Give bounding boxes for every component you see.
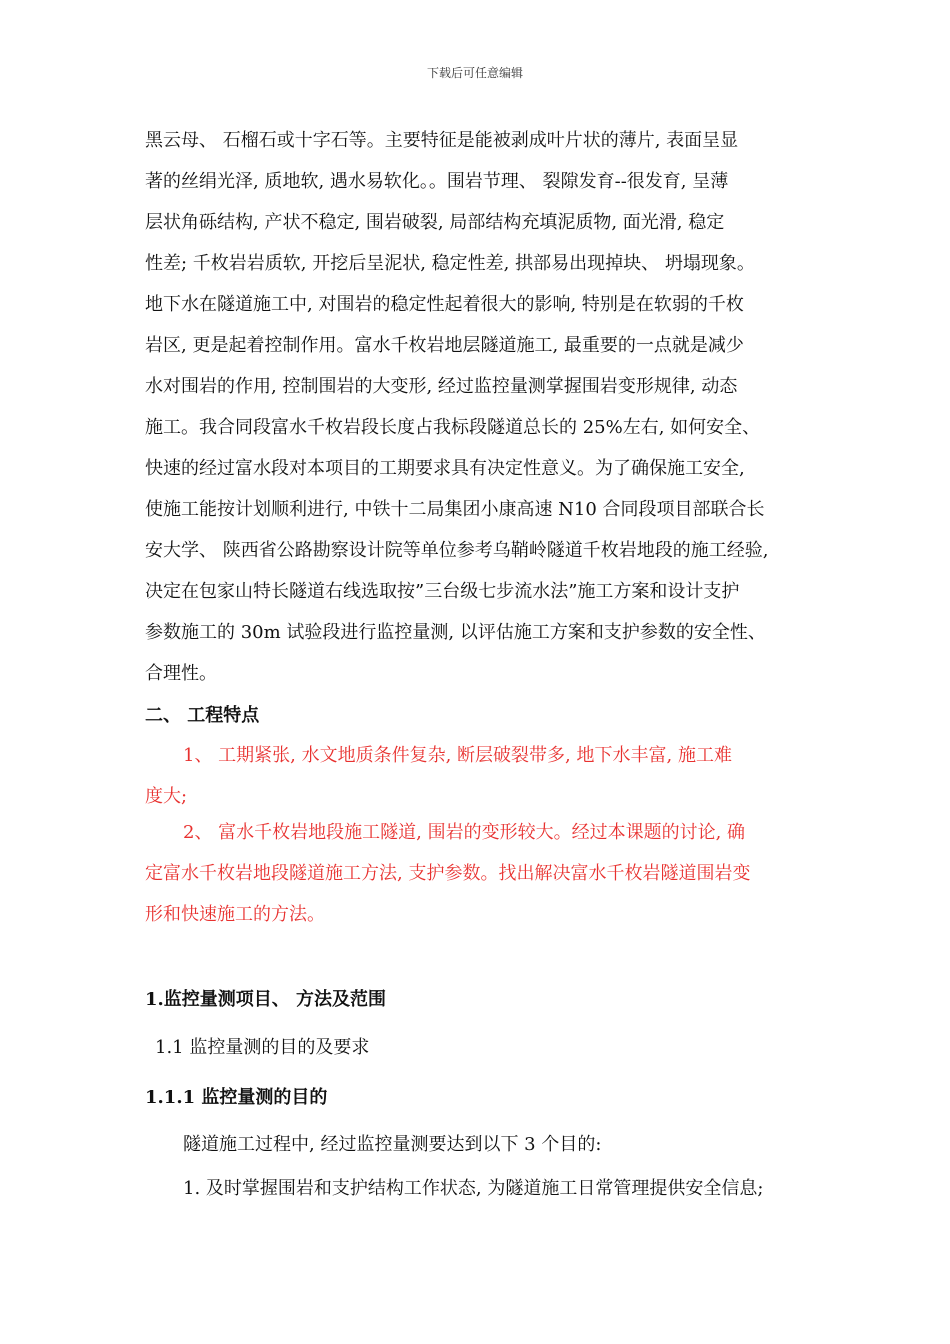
subsection-heading: 1.1.1 监控量测的目的: [145, 1087, 328, 1108]
paragraph-line: 著的丝绢光泽, 质地软, 遇水易软化。。围岩节理、 裂隙发育--很发育, 呈薄: [145, 171, 729, 192]
paragraph-line: 水对围岩的作用, 控制围岩的大变形, 经过监控量测掌握围岩变形规律, 动态: [145, 376, 738, 397]
paragraph-line: 岩区, 更是起着控制作用。富水千枚岩地层隧道施工, 最重要的一点就是减少: [145, 335, 744, 356]
paragraph-line: 使施工能按计划顺利进行, 中铁十二局集团小康高速 N10 合同段项目部联合长: [145, 499, 765, 520]
paragraph-line: 安大学、 陕西省公路勘察设计院等单位参考乌鞘岭隧道千枚岩地段的施工经验,: [145, 540, 769, 561]
page-header: 下载后可任意编辑: [426, 66, 523, 80]
paragraph-line: 快速的经过富水段对本项目的工期要求具有决定性意义。为了确保施工安全,: [145, 458, 745, 479]
red-list-item: 形和快速施工的方法。: [145, 904, 325, 925]
paragraph-line: 层状角砾结构, 产状不稳定, 围岩破裂, 局部结构充填泥质物, 面光滑, 稳定: [145, 212, 725, 233]
red-list-item: 2、 富水千枚岩地段施工隧道, 围岩的变形较大。经过本课题的讨论, 确: [183, 822, 746, 843]
paragraph-line: 地下水在隧道施工中, 对围岩的稳定性起着很大的影响, 特别是在软弱的千枚: [145, 294, 744, 315]
red-list-item: 定富水千枚岩地段隧道施工方法, 支护参数。找出解决富水千枚岩隧道围岩变: [145, 863, 751, 884]
list-item: 1. 及时掌握围岩和支护结构工作状态, 为隧道施工日常管理提供安全信息;: [183, 1178, 764, 1199]
paragraph-line: 决定在包家山特长隧道右线选取按”三台级七步流水法”施工方案和设计支护: [145, 581, 740, 602]
section-heading: 1.监控量测项目、 方法及范围: [145, 989, 387, 1010]
paragraph-line: 性差; 千枚岩岩质软, 开挖后呈泥状, 稳定性差, 拱部易出现掉块、 坍塌现象。: [145, 253, 755, 274]
paragraph-line: 参数施工的 30m 试验段进行监控量测, 以评估施工方案和支护参数的安全性、: [145, 622, 766, 643]
subsection-heading: 1.1 监控量测的目的及要求: [155, 1037, 370, 1058]
paragraph-line: 施工。我合同段富水千枚岩段长度占我标段隧道总长的 25%左右, 如何安全、: [145, 417, 761, 438]
section-heading: 二、 工程特点: [145, 705, 260, 726]
paragraph-line: 隧道施工过程中, 经过监控量测要达到以下 3 个目的:: [183, 1134, 602, 1155]
paragraph-line: 合理性。: [145, 663, 217, 684]
red-list-item: 度大;: [145, 786, 188, 807]
paragraph-line: 黑云母、 石榴石或十字石等。主要特征是能被剥成叶片状的薄片, 表面呈显: [145, 130, 739, 151]
red-list-item: 1、 工期紧张, 水文地质条件复杂, 断层破裂带多, 地下水丰富, 施工难: [183, 745, 732, 766]
